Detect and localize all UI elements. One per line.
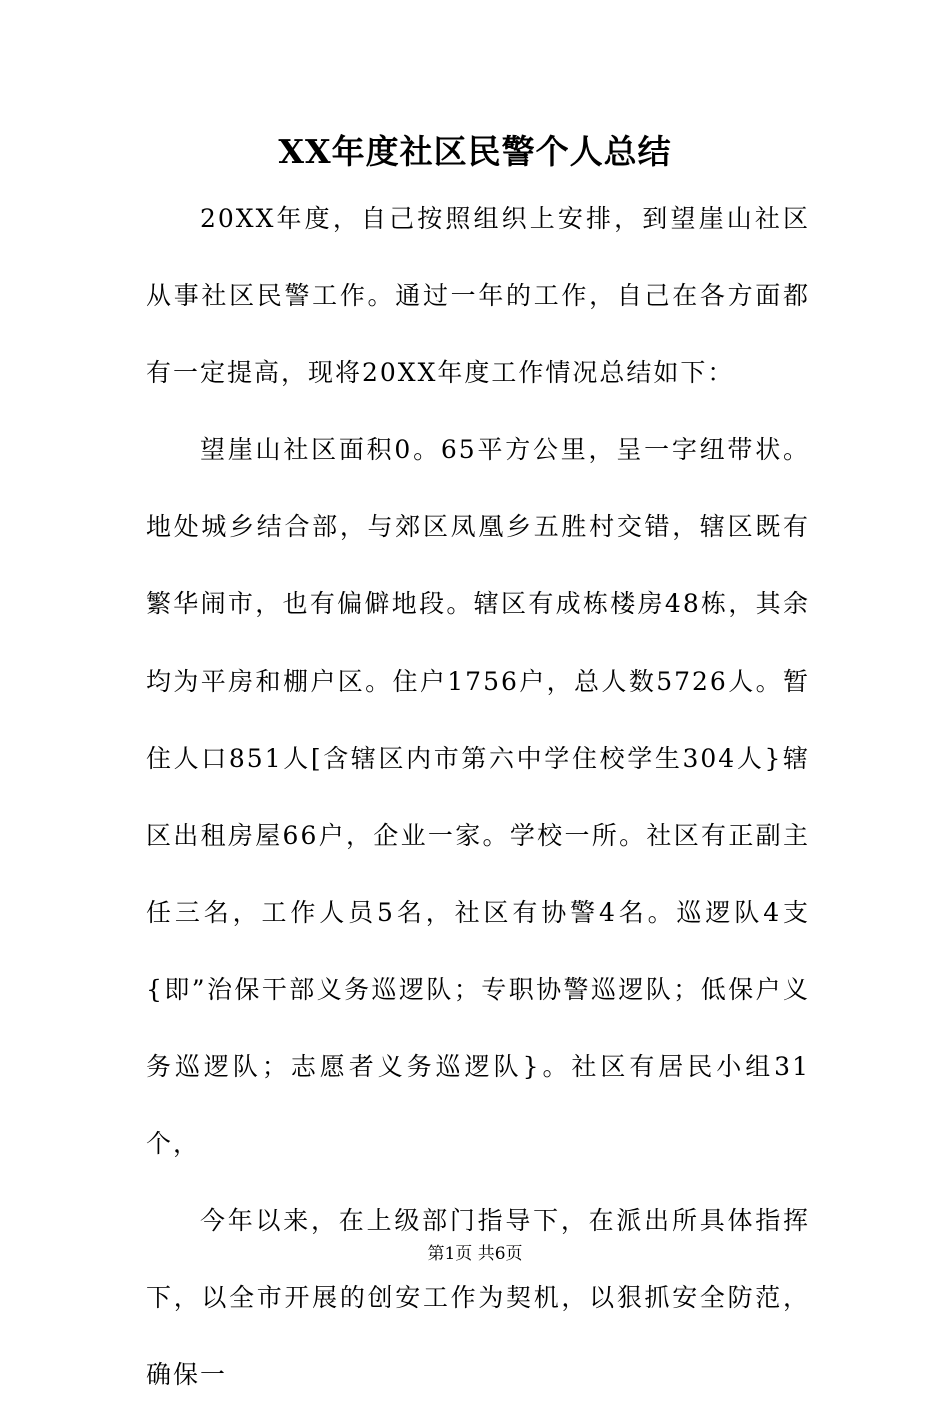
document-body — [146, 180, 810, 1414]
paragraph-work-this-year: 今年以来，在上级部门指导下，在派出所具体指挥下，以全市开展的创安工作为契机，以狠抓安全防范，确保一 — [146, 1206, 810, 1390]
page-footer: 第1页 共6页 — [427, 1244, 523, 1264]
paragraph-community-overview: 望崖山社区面积0。65平方公里，呈一字纽带状。地处城乡结合部，与郊区凤凰乡五胜村交错，辖区既有繁华闹市，也有偏僻地段。辖区有成栋楼房48栋，其余均为平房和棚户区。住户1756户，总人数5726人。暂住人口851人[含辖区内市第六中学住校学生304人}辖区出租房屋66户，企业一家。学校一所。社区有正副主任三名，工作人员5名，社区有协警4名。巡逻队4支{即”治保干部义务巡逻队；专职协警巡逻队；低保户义务巡逻队；志愿者义务巡逻队}。社区有居民小组31个， — [146, 435, 810, 1159]
document-title: XX年度社区民警个人总结 — [278, 132, 672, 171]
paragraph-intro: 20XX年度，自己按照组织上安排，到望崖山社区从事社区民警工作。通过一年的工作，自己在各方面都有一定提高，现将20XX年度工作情况总结如下： — [146, 204, 810, 388]
